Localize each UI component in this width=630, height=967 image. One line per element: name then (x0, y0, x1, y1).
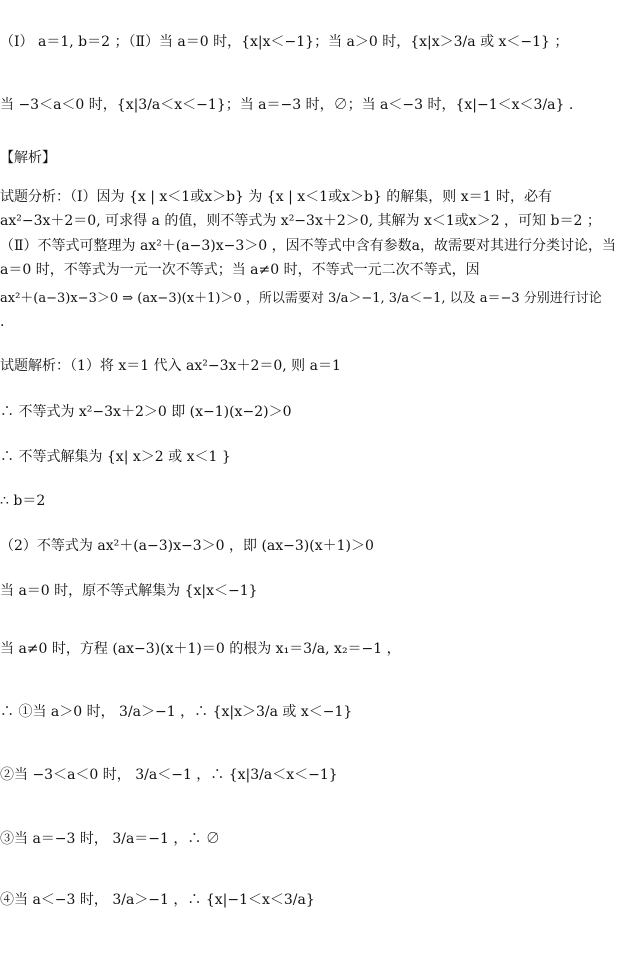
analysis-line-4 (0, 261, 480, 279)
analysis-line-1 (0, 188, 552, 206)
solution-text-3: ∴ 不等式解集为 {x| x＞2 或 x＜1 } (0, 449, 231, 465)
solution-text-1: 试题解析：（1）将 x＝1 代入 ax²−3x＋2＝0, 则 a＝1 (0, 358, 341, 374)
analysis-heading-text: 【解析】 (0, 150, 56, 166)
solution-text-7: 当 a≠0 时，方程 (ax−3)(x＋1)＝0 的根为 x₁＝3/a, x₂＝−1 ， (0, 641, 401, 657)
analysis-line-3 (0, 237, 616, 255)
solution-text-4: ∴ b＝2 (0, 493, 46, 509)
solution-line-4 (0, 492, 45, 510)
analysis-line-2 (0, 212, 601, 230)
solution-text-10: ③当 a＝−3 时， 3/a＝−1 ，∴ ∅ (0, 831, 220, 847)
solution-text-6: 当 a＝0 时，原不等式解集为 {x|x＜−1} (0, 583, 258, 599)
answer-text-2: 当 −3＜a＜0 时，{x|3/a＜x＜−1}；当 a＝−3 时，∅；当 a＜−3 时，{x|−1＜x＜3/a} . (0, 97, 574, 113)
solution-line-5 (0, 537, 374, 555)
solution-line-1 (0, 357, 341, 375)
analysis-line-5 (0, 290, 602, 308)
solution-line-6 (0, 582, 258, 600)
solution-line-3 (0, 448, 231, 466)
answer-line-2 (0, 96, 573, 114)
answer-line-1 (0, 33, 568, 51)
analysis-text-1: 试题分析：（Ⅰ）因为 {x | x＜1或x＞b} 为 {x | x＜1或x＞b} 的解集，则 x＝1 时，必有 (0, 189, 553, 205)
analysis-text-3: （Ⅱ）不等式可整理为 ax²＋(a−3)x−3＞0 ，因不等式中含有参数a，故需要对其进行分类讨论，当 (0, 238, 616, 254)
solution-line-9 (0, 766, 338, 784)
solution-line-11 (0, 891, 315, 909)
analysis-text-5: ax²＋(a−3)x−3＞0 ⇒ (ax−3)(x＋1)＞0 ，所以需要对 3/a＞−1, 3/a＜−1, 以及 a＝−3 分别进行讨论 (0, 291, 602, 306)
solution-text-5: （2）不等式为 ax²＋(a−3)x−3＞0 ，即 (ax−3)(x＋1)＞0 (0, 538, 374, 554)
solution-text-2: ∴ 不等式为 x²−3x＋2＞0 即 (x−1)(x−2)＞0 (0, 404, 292, 420)
analysis-text-6: . (0, 314, 5, 330)
analysis-heading (0, 149, 56, 167)
solution-line-7 (0, 640, 401, 658)
analysis-line-6 (0, 313, 4, 331)
solution-text-11: ④当 a＜−3 时， 3/a＞−1 ，∴ {x|−1＜x＜3/a} (0, 892, 315, 908)
solution-line-2 (0, 403, 291, 421)
answer-text-1: （Ⅰ） a＝1, b＝2 ；（Ⅱ）当 a＝0 时，{x|x＜−1}；当 a＞0 时，{x|x＞3/a 或 x＜−1} ； (0, 34, 569, 50)
solution-text-9: ②当 −3＜a＜0 时， 3/a＜−1 ，∴ {x|3/a＜x＜−1} (0, 767, 338, 783)
analysis-text-4: a＝0 时，不等式为一元一次不等式；当 a≠0 时，不等式一元二次不等式，因 (0, 262, 480, 278)
solution-line-8 (0, 703, 352, 721)
analysis-text-2: ax²−3x＋2＝0, 可求得 a 的值，则不等式为 x²−3x＋2＞0, 其解为 x＜1或x＞2 ，可知 b＝2 ； (0, 213, 601, 229)
solution-line-10 (0, 830, 220, 848)
solution-text-8: ∴ ①当 a＞0 时， 3/a＞−1 ，∴ {x|x＞3/a 或 x＜−1} (0, 704, 353, 720)
